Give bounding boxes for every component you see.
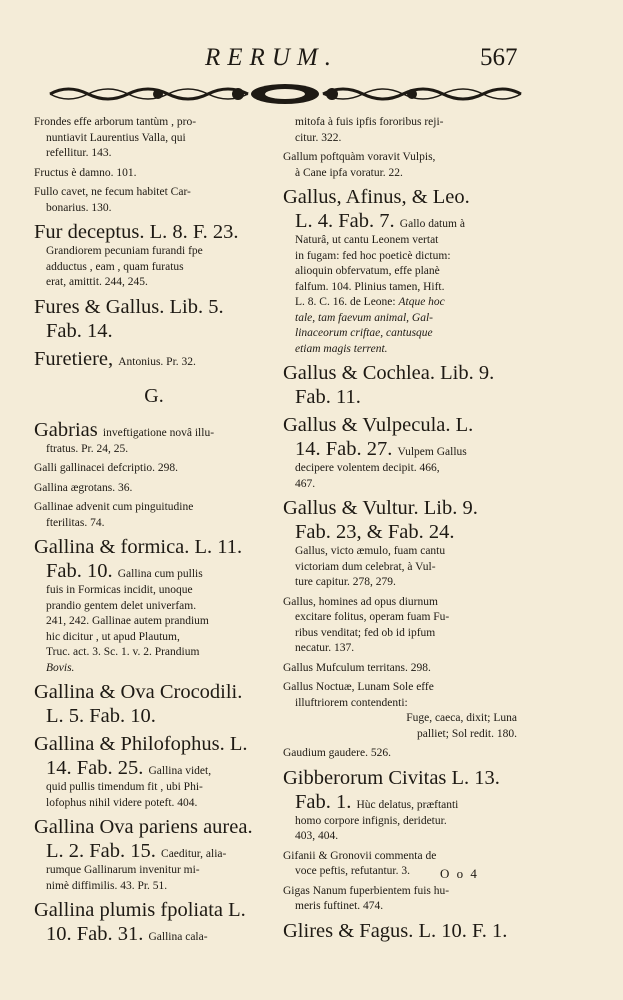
entry-heading: Gallus & Cochlea. Lib. 9. xyxy=(283,362,495,384)
entry-heading: Gallina Ova pariens aurea. xyxy=(34,816,253,838)
entry-heading: Gabrias xyxy=(34,418,98,441)
index-entry: mitofa à fuis ipfis fororibus reji- citur. 322. xyxy=(295,116,444,144)
entry-heading: Gallina & formica. L. 11. xyxy=(34,536,243,558)
entry-heading: Gallina & Ova Crocodili. xyxy=(34,681,243,703)
index-entry-philosophus: Gallina & Philofophus. L. 14. Fab. 25. Gallina videt, quid pullis timendum fit , ubi Phi- lofophus nihil videre poteft. 404. xyxy=(34,732,274,811)
index-entry-gabrias: Gabrias inveftigatione novâ illu- ftratus. Pr. 24, 25. xyxy=(34,418,215,455)
entry-heading: Glires & Fagus. L. 10. F. 1. xyxy=(283,919,508,942)
index-entry-furetiere: Furetiere, Antonius. Pr. 32. xyxy=(34,347,196,370)
index-entry: Gallus, homines ad opus diurnum excitare folitus, operam fuam Fu- ribus venditat; fed ob id ipfum necatur. 137. xyxy=(283,595,450,654)
entry-heading: L. 5. Fab. 10. xyxy=(46,705,156,727)
entry-heading: Gallus, Afinus, & Leo. xyxy=(283,186,470,208)
catchword: O o 4 xyxy=(440,866,479,881)
index-entry-pariens: Gallina Ova pariens aurea. L. 2. Fab. 15. Caeditur, alia- rumque Gallinarum invenitur mi- nimè diffimilis. 43. Pr. 51. xyxy=(34,815,274,894)
index-entry-plumis: Gallina plumis fpoliata L. 10. Fab. 31. Gallina cala- xyxy=(34,898,274,946)
index-entry: Gifanii & Gronovii commenta de voce peftis, refutantur. 3. xyxy=(283,849,437,877)
ornament-band-icon xyxy=(48,82,523,106)
index-entry: Gigas Nanum fuperbientem fuis hu- meris fuftinet. 474. xyxy=(283,884,450,912)
index-entry-fur: Fur deceptus. L. 8. F. 23. Grandiorem pecuniam furandi fpe adductus , eam , quam furatus erat, amittit. 244, 245. xyxy=(34,220,274,291)
entry-heading: L. 2. Fab. 15. xyxy=(46,840,156,862)
index-entry-formica: Gallina & formica. L. 11. Fab. 10. Gallina cum pullis fuis in Formicas incidit, unoque prandio gentem delet univerfam. 241, 242. Gallinae autem prandium hic dicitur , ut apud Plautum, Truc. act. 3. Sc. 1. v. 2. Prandium Bovis. xyxy=(34,535,274,676)
index-entry: Gallinae advenit cum pinguitudine fterilitas. 74. xyxy=(34,501,194,529)
entry-heading: 14. Fab. 27. xyxy=(295,438,393,460)
index-entry: Frondes effe arborum tantùm , pro- nuntiavit Laurentius Valla, qui refellitur. 143. xyxy=(34,116,197,159)
entry-heading: Gibberorum Civitas L. 13. xyxy=(283,766,500,789)
verse-line: palliet; Sol redit. 180. xyxy=(417,727,517,740)
left-column xyxy=(34,115,274,950)
index-entry: Gallina ægrotans. 36. xyxy=(34,481,133,494)
entry-heading: Fab. 10. xyxy=(46,560,113,582)
index-entry: Gallus Mufculum territans. 298. xyxy=(283,661,431,674)
entry-heading: Gallina & Philofophus. L. xyxy=(34,733,248,755)
entry-heading: Fab. 11. xyxy=(295,386,361,408)
index-entry: Fructus è damno. 101. xyxy=(34,166,137,179)
running-title: RERUM. xyxy=(205,44,338,71)
page-number: 567 xyxy=(480,44,518,71)
index-entry-gibberorum: Gibberorum Civitas L. 13. Fab. 1. Hùc delatus, præftanti homo corpore infignis, deridetur. 403, 404. xyxy=(283,766,517,845)
entry-heading: Fur deceptus. L. 8. F. 23. xyxy=(34,221,239,243)
index-entry-vulpecula: Gallus & Vulpecula. L. 14. Fab. 27. Vulpem Gallus decipere volentem decipit. 466, 467. xyxy=(283,413,517,492)
entry-heading: Fab. 14. xyxy=(46,319,113,342)
verse-line: Fuge, caeca, dixit; Luna xyxy=(406,712,517,724)
entry-heading: 10. Fab. 31. xyxy=(46,923,144,945)
entry-heading: Fures & Gallus. Lib. 5. xyxy=(34,295,224,318)
index-entry-asinus: Gallus, Afinus, & Leo. L. 4. Fab. 7. Gallo datum à Naturâ, ut cantu Leonem vertat in fugam: fed hoc poeticè dictum: alioquin obfervatum, effe planè falfum. 104. Plinius tamen, Hift. L. 8. C. 16. de Leone: Atque hoc tale, tam faevum animal, Gal- linaceorum criftae, cantusque etiam magis terrent. xyxy=(283,185,517,357)
index-entry: Galli gallinacei defcriptio. 298. xyxy=(34,462,179,474)
index-entry-glires xyxy=(283,919,517,943)
index-entry-ova xyxy=(34,680,274,728)
entry-heading: Furetiere, xyxy=(34,347,114,370)
entry-heading: L. 4. Fab. 7. xyxy=(295,210,395,232)
index-entry-cochlea xyxy=(283,361,517,409)
entry-heading: Gallina plumis fpoliata L. xyxy=(34,899,246,921)
entry-heading: 14. Fab. 25. xyxy=(46,757,144,779)
index-entry: Gallum poftquàm voravit Vulpis, à Cane ipfa voratur. 22. xyxy=(283,151,436,179)
index-entry: Gaudium gaudere. 526. xyxy=(283,747,391,759)
section-letter: G. xyxy=(144,384,164,407)
index-entry: Gallus Noctuæ, Lunam Sole effe illuftriorem contendenti: Fuge, caeca, dixit; Luna palliet; Sol redit. 180. xyxy=(283,680,517,742)
index-entry: Fullo cavet, ne fecum habitet Car- bonarius. 130. xyxy=(34,186,191,214)
entry-heading: Fab. 23, & Fab. 24. xyxy=(295,521,455,543)
index-entry-vultur: Gallus & Vultur. Lib. 9. Fab. 23, & Fab. 24. Gallus, victo æmulo, fuam cantu victoriam dum celebrat, à Vul- ture capitur. 278, 279. xyxy=(283,496,517,591)
index-entry-fures xyxy=(34,295,274,343)
entry-heading: Gallus & Vulpecula. L. xyxy=(283,414,474,436)
running-head xyxy=(0,44,623,72)
right-column xyxy=(283,115,517,947)
entry-heading: Fab. 1. xyxy=(295,790,352,813)
entry-heading: Gallus & Vultur. Lib. 9. xyxy=(283,497,478,519)
